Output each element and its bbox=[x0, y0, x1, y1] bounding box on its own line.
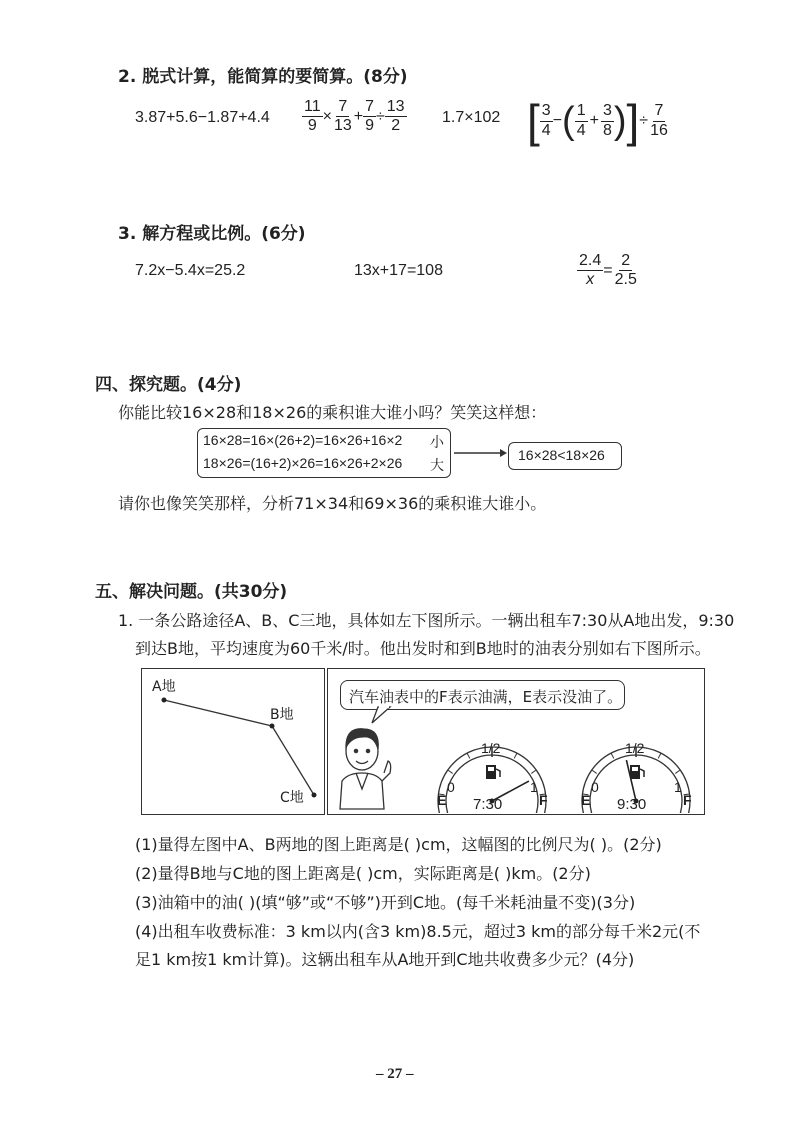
frac-den: 2.5 bbox=[614, 271, 637, 289]
q3-title: 3. 解方程或比例。(6分) bbox=[118, 224, 306, 244]
reasoning-tag-2: 大 bbox=[430, 458, 444, 474]
route-map bbox=[141, 668, 325, 815]
frac-num: 2 bbox=[619, 252, 632, 271]
arrow-right-icon bbox=[452, 447, 508, 459]
fuel-figure bbox=[327, 668, 705, 815]
fuel-pump-icon bbox=[486, 765, 500, 779]
route-bc bbox=[272, 726, 314, 795]
s4-task: 请你也像笑笑那样，分析71×34和69×36的乘积谁大谁小。 bbox=[118, 494, 547, 513]
frac-num: 7 bbox=[363, 98, 376, 117]
fuel-pump-icon bbox=[630, 765, 644, 779]
q2-title: 2. 脱式计算，能简算的要简算。(8分) bbox=[118, 67, 408, 87]
frac-den: 8 bbox=[602, 121, 612, 139]
q3-expr-3 bbox=[577, 252, 639, 290]
frac-num: 7 bbox=[653, 102, 666, 121]
gauge2-f: F bbox=[683, 792, 692, 808]
right-bracket: ] bbox=[626, 95, 640, 147]
label-a: A地 bbox=[152, 679, 176, 695]
label-b: B地 bbox=[270, 707, 294, 723]
sub-question-3: (3)油箱中的油( )(填“够”或“不够”)开到C地。(每千米耗油量不变)(3分) bbox=[135, 893, 636, 912]
frac-num: 7 bbox=[336, 98, 349, 117]
frac-den: 9 bbox=[307, 117, 317, 135]
point-a bbox=[162, 698, 167, 703]
result-box bbox=[508, 442, 622, 470]
op: + bbox=[589, 112, 599, 129]
frac-den: 16 bbox=[650, 121, 668, 139]
frac-den: 9 bbox=[365, 117, 374, 135]
frac-num: 1 bbox=[575, 102, 588, 121]
sub-question-1: (1)量得左图中A、B两地的图上距离是( )cm，这幅图的比例尺为( )。(2分) bbox=[135, 835, 662, 854]
frac-num: 13 bbox=[385, 98, 407, 117]
left-paren: ( bbox=[562, 100, 575, 142]
label-c: C地 bbox=[280, 790, 304, 806]
gauge1-one: 1 bbox=[530, 779, 538, 795]
frac-den: 13 bbox=[333, 117, 352, 135]
op: = bbox=[603, 262, 613, 280]
q2-expr-1: 3.87+5.6−1.87+4.4 bbox=[135, 109, 270, 126]
gauge2-zero: 0 bbox=[591, 779, 599, 795]
route-ab bbox=[164, 700, 272, 726]
sub-question-2: (2)量得B地与C地的图上距离是( )cm，实际距离是( )km。(2分) bbox=[135, 864, 591, 883]
op: − bbox=[552, 112, 563, 129]
frac-den: x bbox=[586, 271, 595, 289]
frac-den: 4 bbox=[576, 121, 586, 139]
s5-title: 五、解决问题。(共30分) bbox=[95, 582, 288, 602]
frac-num: 2.4 bbox=[577, 252, 603, 271]
sub-question-4b: 足1 km按1 km计算)。这辆出租车从A地开到C地共收费多少元？(4分) bbox=[135, 950, 635, 969]
gauge2-time: 9:30 bbox=[617, 796, 647, 813]
reasoning-box bbox=[197, 428, 451, 478]
reasoning-line-2: 18×26=(16+2)×26=16×26+2×26 bbox=[203, 455, 403, 471]
reasoning-line-1: 16×28=16×(26+2)=16×26+16×2 bbox=[203, 432, 403, 448]
q3-expr-1: 7.2x−5.4x=25.2 bbox=[135, 262, 246, 279]
frac-num: 3 bbox=[540, 102, 553, 121]
sub-question-4a: (4)出租车收费标准：3 km以内(含3 km)8.5元，超过3 km的部分每千米2元(不 bbox=[135, 922, 701, 941]
op: ÷ bbox=[639, 112, 649, 129]
gauge2-half: 1/2 bbox=[625, 740, 645, 756]
gauge1-time: 7:30 bbox=[473, 796, 503, 813]
q2-expr-4 bbox=[527, 95, 670, 147]
q3-expr-2: 13x+17=108 bbox=[354, 262, 443, 279]
reasoning-tag-1: 小 bbox=[430, 435, 444, 451]
frac-den: 2 bbox=[391, 117, 401, 135]
gauge1-half: 1/2 bbox=[481, 740, 501, 756]
frac-den: 4 bbox=[541, 121, 551, 139]
s4-title: 四、探究题。(4分) bbox=[95, 375, 242, 395]
op: + bbox=[353, 108, 364, 126]
op: × bbox=[322, 108, 332, 126]
result-text: 16×28<18×26 bbox=[518, 447, 605, 463]
gauge2-one: 1 bbox=[674, 779, 682, 795]
gauge1-f: F bbox=[539, 792, 548, 808]
gauge1-zero: 0 bbox=[447, 779, 455, 795]
p1-line-2: 到达B地，平均速度为60千米/时。他出发时和到B地时的油表分别如右下图所示。 bbox=[135, 639, 711, 658]
gauge2-e: E bbox=[581, 792, 591, 808]
left-bracket: [ bbox=[527, 95, 540, 147]
op: ÷ bbox=[376, 108, 385, 126]
s4-intro: 你能比较16×28和18×26的乘积谁大谁小吗？笑笑这样想： bbox=[118, 403, 547, 422]
p1-line-1: 1. 一条公路途径A、B、C三地，具体如左下图所示。一辆出租车7:30从A地出发，9:30 bbox=[118, 611, 735, 630]
boy-icon bbox=[340, 729, 391, 809]
bubble-text: 汽车油表中的F表示油满，E表示没油了。 bbox=[349, 688, 623, 706]
frac-num: 3 bbox=[601, 102, 614, 121]
point-b bbox=[270, 724, 275, 729]
q2-expr-3: 1.7×102 bbox=[442, 109, 501, 126]
frac-num: 11 bbox=[302, 98, 323, 117]
q2-expr-2 bbox=[302, 98, 407, 136]
point-c bbox=[312, 793, 317, 798]
gauge1-e: E bbox=[437, 792, 447, 808]
right-paren: ) bbox=[613, 100, 627, 142]
page-number: – 27 – bbox=[376, 1066, 414, 1082]
